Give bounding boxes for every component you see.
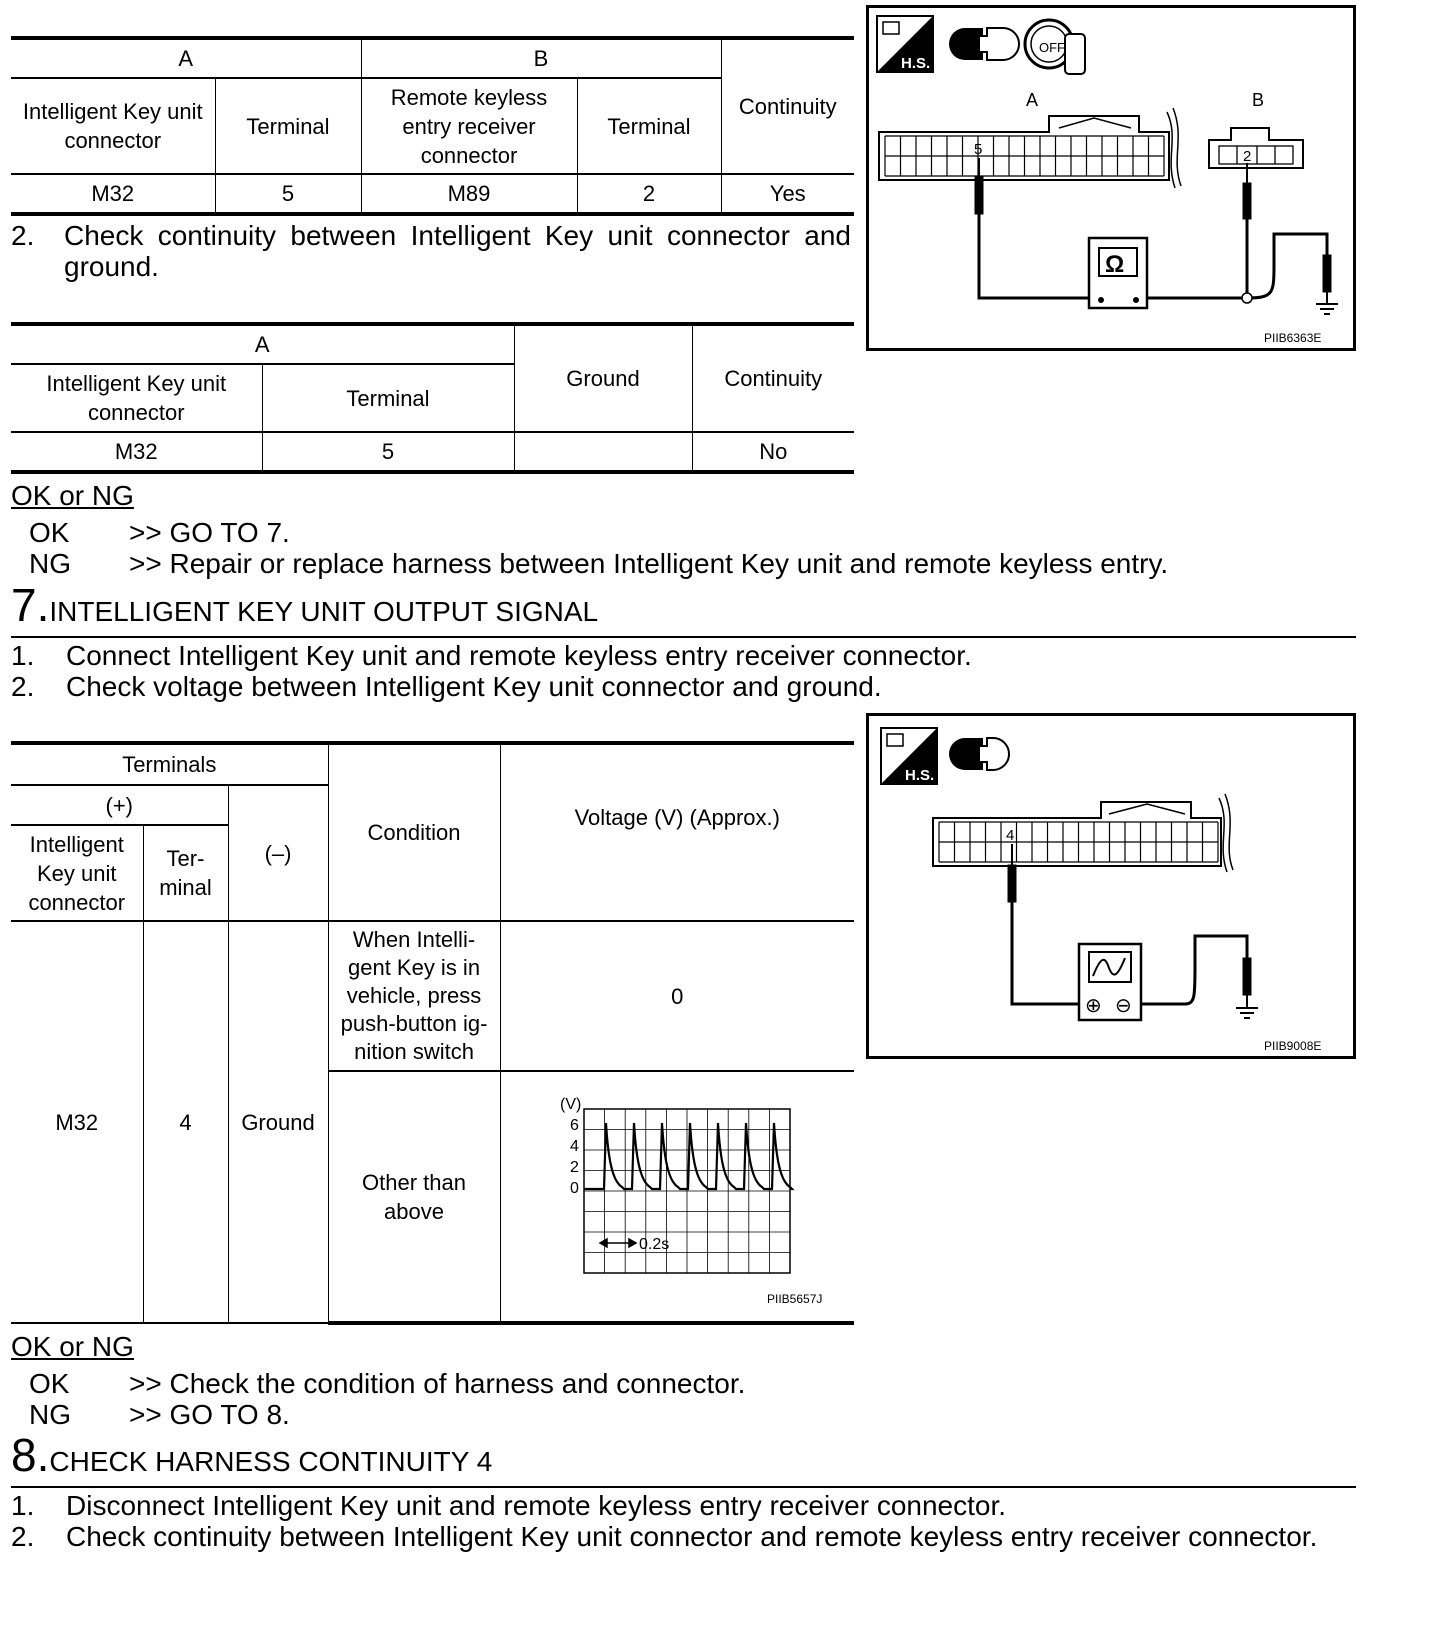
time-scale-arrow bbox=[600, 1239, 636, 1247]
cell-term-b: 2 bbox=[577, 174, 721, 214]
connector-a bbox=[879, 108, 1181, 188]
terminals-header: Terminals bbox=[11, 743, 328, 785]
step8-item-2: Check continuity between Intelligent Key unit connector and remote keyless entry receiver connector. bbox=[66, 1521, 1318, 1552]
step7-heading: 7.INTELLIGENT KEY UNIT OUTPUT SIGNAL bbox=[11, 579, 599, 631]
figure-code: PIIB6363E bbox=[1264, 331, 1322, 345]
ok-key: OK bbox=[29, 1368, 70, 1399]
figure-continuity-check bbox=[866, 5, 1356, 351]
svg-text:H.S.: H.S. bbox=[901, 55, 931, 72]
continuity-table-ground bbox=[11, 322, 854, 474]
connector-b-label: B bbox=[1252, 90, 1265, 110]
step7-item-1: Connect Intelligent Key unit and remote keyless entry receiver connector. bbox=[66, 640, 972, 671]
connector-a-header: Intelligent Key unit connector bbox=[11, 78, 215, 174]
hs-icon bbox=[877, 16, 933, 72]
condition-header: Condition bbox=[328, 743, 500, 921]
pin-5-label: 5 bbox=[974, 141, 983, 158]
voltage-header: Voltage (V) (Approx.) bbox=[500, 743, 854, 921]
step7-rule bbox=[11, 636, 1356, 638]
group-b-header: B bbox=[361, 38, 721, 78]
ok-text: >> GO TO 7. bbox=[129, 517, 290, 548]
unit-label: (V) bbox=[560, 1095, 582, 1113]
voltage-table bbox=[11, 741, 854, 1325]
minus-header: (–) bbox=[228, 785, 328, 921]
step8-heading: 8.CHECK HARNESS CONTINUITY 4 bbox=[11, 1429, 493, 1481]
cell-conn-b: M89 bbox=[361, 174, 577, 214]
time-label: 0.2s bbox=[639, 1235, 670, 1253]
terminal-header: Ter-minal bbox=[143, 825, 228, 921]
ng-text: >> GO TO 8. bbox=[129, 1399, 290, 1430]
ytick-6: 6 bbox=[570, 1116, 580, 1134]
item-text: Check continuity between Intelligent Key unit connector and ground. bbox=[64, 220, 851, 282]
waveform-trace bbox=[584, 1123, 792, 1189]
group-a-header: A bbox=[11, 38, 361, 78]
step6-item-2 bbox=[11, 220, 851, 282]
ng-result-2 bbox=[11, 1399, 290, 1431]
connector-b bbox=[1209, 128, 1303, 168]
cell-condition-2: Other than above bbox=[328, 1071, 500, 1323]
figure-code: PIIB9008E bbox=[1264, 1039, 1322, 1053]
continuity-header bbox=[692, 324, 854, 364]
plus-header: (+) bbox=[11, 785, 228, 825]
wiring bbox=[976, 158, 1338, 314]
connector-a-label: A bbox=[1026, 90, 1039, 110]
group-a-header: A bbox=[11, 324, 514, 364]
cell-condition-1: When Intelli-gent Key is in vehicle, press push-button ig-nition switch bbox=[328, 921, 500, 1071]
step-title: INTELLIGENT KEY UNIT OUTPUT SIGNAL bbox=[49, 596, 599, 627]
oscilloscope bbox=[1079, 944, 1141, 1020]
ytick-2: 2 bbox=[570, 1158, 580, 1176]
ng-result-1 bbox=[11, 548, 1168, 580]
connector-b-header: Remote keyless entry receiver connector bbox=[361, 78, 577, 174]
terminal-header: Terminal bbox=[262, 364, 514, 432]
cell-voltage-1: 0 bbox=[500, 921, 854, 1071]
plus-terminal: ⊕ bbox=[1085, 995, 1102, 1017]
table-row bbox=[11, 174, 854, 214]
terminal-a-header: Terminal bbox=[215, 78, 361, 174]
cell-term-a: 5 bbox=[215, 174, 361, 214]
table-row bbox=[11, 432, 854, 472]
cell-waveform bbox=[500, 1071, 854, 1323]
cell-continuity: Yes bbox=[721, 174, 854, 214]
pin-4-label: 4 bbox=[1006, 827, 1015, 844]
ng-key: NG bbox=[29, 1399, 71, 1430]
ytick-0: 0 bbox=[570, 1179, 580, 1197]
hs-icon bbox=[881, 728, 937, 784]
ok-result-2 bbox=[11, 1368, 745, 1400]
pin-2-label: 2 bbox=[1243, 148, 1252, 165]
connector-header: Intelligent Key unit connector bbox=[11, 825, 143, 921]
waveform-chart bbox=[512, 1077, 842, 1317]
item-number: 2. bbox=[11, 220, 35, 251]
table-row bbox=[11, 921, 854, 1071]
ng-text: >> Repair or replace harness between Intelligent Key unit and remote keyless entry. bbox=[129, 548, 1169, 579]
ohm-symbol: Ω bbox=[1105, 251, 1125, 278]
step8-item-1: Disconnect Intelligent Key unit and remote keyless entry receiver connector. bbox=[66, 1490, 1007, 1521]
minus-terminal: ⊖ bbox=[1115, 995, 1132, 1017]
cell-term: 5 bbox=[262, 432, 514, 472]
ohmmeter bbox=[1089, 238, 1147, 308]
cell-ground: Ground bbox=[228, 921, 328, 1323]
cell-ground-empty bbox=[514, 432, 692, 472]
connector-icon bbox=[949, 28, 1019, 60]
step7-item-2: Check voltage between Intelligent Key unit connector and ground. bbox=[66, 671, 882, 702]
ng-key: NG bbox=[29, 548, 71, 579]
okng-heading-2: OK or NG bbox=[11, 1331, 134, 1362]
ok-text: >> Check the condition of harness and connector. bbox=[129, 1368, 746, 1399]
step8-rule bbox=[11, 1486, 1356, 1488]
okng-heading-1: OK or NG bbox=[11, 480, 134, 511]
step-title: CHECK HARNESS CONTINUITY 4 bbox=[49, 1446, 493, 1477]
cell-continuity: No bbox=[692, 432, 854, 472]
svg-text:OFF: OFF bbox=[1039, 40, 1065, 55]
cell-conn: M32 bbox=[11, 921, 143, 1323]
cell-conn-a: M32 bbox=[11, 174, 215, 214]
cell-conn: M32 bbox=[11, 432, 262, 472]
step-number: 8 bbox=[11, 1429, 37, 1481]
ground-header: Ground bbox=[514, 324, 692, 432]
ok-result-1 bbox=[11, 517, 290, 549]
connector-icon bbox=[949, 738, 1009, 770]
figure-code: PIIB5657J bbox=[767, 1291, 823, 1306]
cell-term: 4 bbox=[143, 921, 228, 1323]
continuity-table-a-b bbox=[11, 36, 854, 216]
svg-text:H.S.: H.S. bbox=[905, 767, 935, 784]
ignition-off-icon bbox=[1025, 20, 1085, 74]
continuity-label: Continuity bbox=[692, 364, 854, 432]
terminal-b-header: Terminal bbox=[577, 78, 721, 174]
connector-header: Intelligent Key unit connector bbox=[11, 364, 262, 432]
figure-voltage-check bbox=[866, 713, 1356, 1059]
ytick-4: 4 bbox=[570, 1137, 580, 1155]
connector bbox=[933, 794, 1233, 872]
continuity-header: Continuity bbox=[721, 38, 854, 174]
ok-key: OK bbox=[29, 517, 70, 548]
step-number: 7 bbox=[11, 579, 37, 631]
